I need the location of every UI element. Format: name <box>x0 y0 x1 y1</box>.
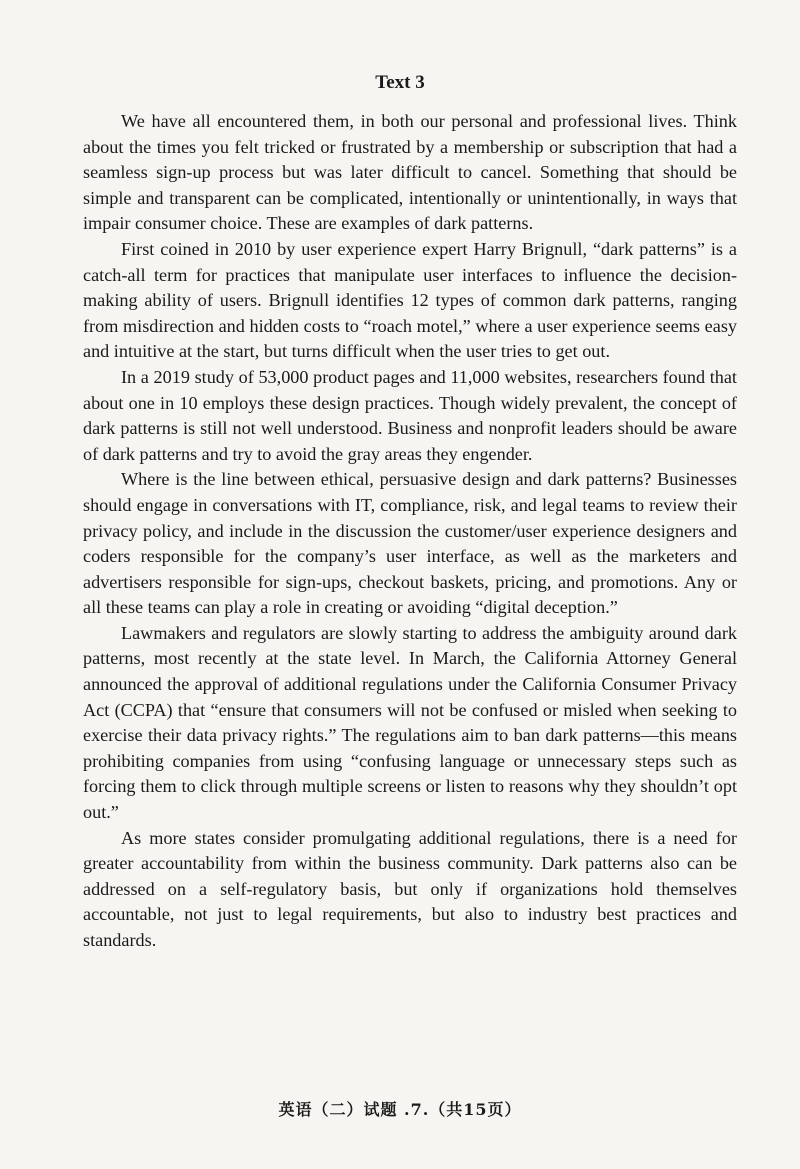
paragraph-3: In a 2019 study of 53,000 product pages and 11,000 websites, researchers found that about one in 10 employs these design practices. Though widely prevalent, the concept of dark patterns is still not well understood. Business and nonprofit leaders should be aware of dark patterns and try to avoid the gray areas they engender. <box>83 366 737 464</box>
paragraph-4: Where is the line between ethical, persuasive design and dark patterns? Businesses should engage in conversations with IT, compliance, risk, and legal teams to review their privacy policy, and include in the discussion the customer/user experience designers and coders responsible for the company’s user interface, as well as the marketers and advertisers responsible for sign-ups, checkout baskets, pricing, and promotions. Any or all these teams can play a role in creating or avoiding “digital deception.” <box>83 469 737 618</box>
page-footer: 英语（二）试题 .7.（共15页） <box>278 1100 522 1119</box>
passage-title: Text 3 <box>375 72 425 93</box>
paragraph-1: We have all encountered them, in both our personal and professional lives. Think about the times you felt tricked or frustrated by a membership or subscription that had a seamless sign-up process but was later difficult to cancel. Something that should be simple and transparent can be complicated, intentionally or unintentionally, in ways that impair consumer choice. These are examples of dark patterns. <box>83 111 737 234</box>
paragraph-6: As more states consider promulgating additional regulations, there is a need for greater accountability from within the business community. Dark patterns also can be addressed on a self-regulatory basis, but only if organizations hold themselves accountable, not just to legal requirements, but also to industry best practices and standards. <box>83 827 737 950</box>
passage-body <box>83 109 737 954</box>
paragraph-2: First coined in 2010 by user experience expert Harry Brignull, “dark patterns” is a catch-all term for practices that manipulate user interfaces to influence the decision-making ability of users. Brignull identifies 12 types of common dark patterns, ranging from misdirection and hidden costs to “roach motel,” where a user experience seems easy and intuitive at the start, but turns difficult when the user tries to get out. <box>83 238 737 362</box>
paragraph-5: Lawmakers and regulators are slowly starting to address the ambiguity around dark patterns, most recently at the state level. In March, the California Attorney General announced the approval of additional regulations under the California Consumer Privacy Act (CCPA) that “ensure that consumers will not be confused or misled when seeking to exercise their data privacy rights.” The regulations aim to ban dark patterns—this means prohibiting companies from using “confusing language or unnecessary steps such as forcing them to click through multiple screens or listen to reasons why they shouldn’t opt out.” <box>83 622 737 823</box>
